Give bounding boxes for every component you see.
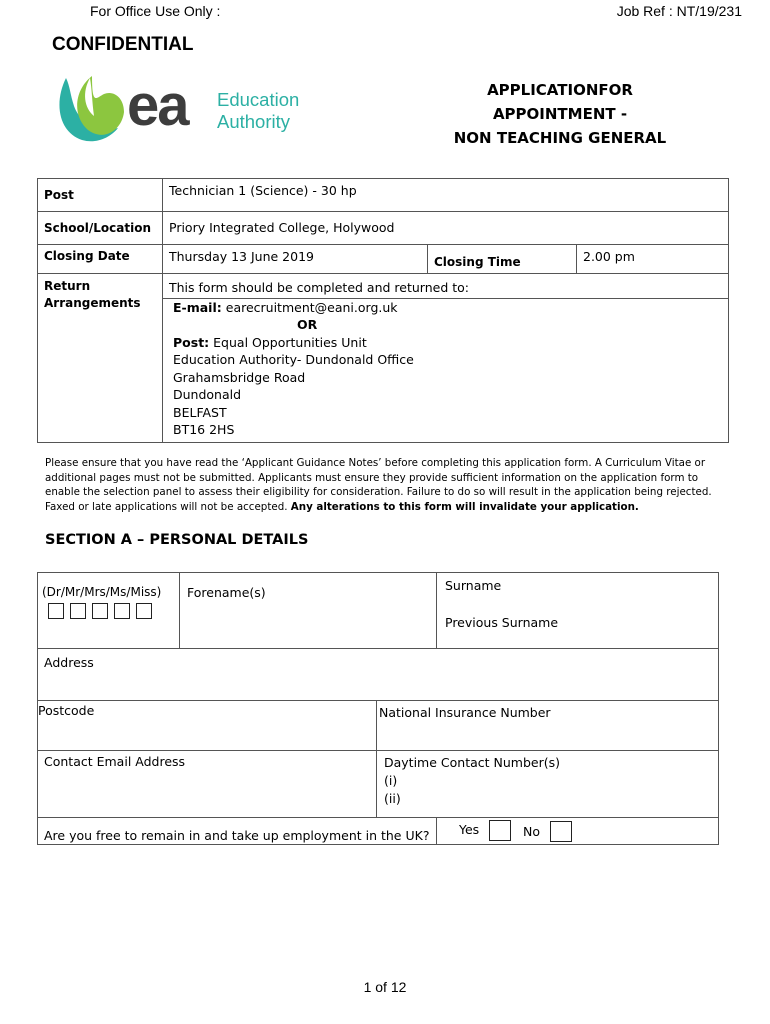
post-value: Technician 1 (Science) - 30 hp: [163, 179, 729, 212]
or-separator: OR: [297, 317, 318, 332]
office-use-label: For Office Use Only :: [90, 3, 221, 19]
phone-number-ii-label: (ii): [384, 791, 401, 806]
section-a-heading: SECTION A – PERSONAL DETAILS: [45, 532, 309, 548]
yes-label: Yes: [459, 822, 480, 837]
no-label: No: [523, 824, 540, 839]
title-dr-checkbox[interactable]: [48, 603, 64, 619]
logo-line-education: Education: [217, 89, 300, 110]
uk-yes-checkbox[interactable]: [489, 820, 511, 841]
return-post-line: [173, 335, 722, 353]
guidance-text: Please ensure that you have read the ‘Applicant Guidance Notes’ before completing this application form. A Curriculum Vitae or additional pages must not be submitted. Applicants must ensure they provide sufficient information on the application form to enable the selection panel to assess their eligibility for consideration. Failure to do so will result in the application being rejected. Faxed or late applications will not be accepted.: [45, 457, 712, 513]
guidance-notes: [45, 456, 725, 514]
confidential-heading: CONFIDENTIAL: [52, 34, 194, 55]
title-options-label: (Dr/Mr/Mrs/Ms/Miss): [42, 585, 162, 599]
guidance-warning: Any alterations to this form will invalidate your application.: [290, 500, 639, 513]
title-line-2: APPOINTMENT -: [492, 105, 628, 123]
daytime-contact-field[interactable]: [376, 750, 719, 818]
logo-wordmark: [217, 89, 299, 133]
address-line-2: Education Authority- Dundonald Office: [173, 352, 414, 367]
return-email-line: [173, 300, 722, 318]
previous-surname-label: Previous Surname: [445, 615, 559, 630]
closing-time-value: 2.00 pm: [577, 245, 729, 274]
address-line-1: Equal Opportunities Unit: [213, 334, 367, 350]
closing-time-label: Closing Time: [428, 245, 577, 274]
daytime-contact-label: Daytime Contact Number(s): [384, 755, 560, 770]
logo-line-authority: Authority: [217, 111, 291, 132]
return-address-block: [163, 298, 728, 440]
uk-no-checkbox[interactable]: [550, 821, 572, 842]
title-ms-checkbox[interactable]: [114, 603, 130, 619]
title-line-3: NON TEACHING GENERAL: [453, 129, 667, 147]
uk-employment-answer-cell: [436, 817, 719, 845]
email-value[interactable]: earecruitment@eani.org.uk: [225, 299, 398, 315]
contact-email-field[interactable]: [37, 750, 377, 818]
national-insurance-label: National Insurance Number: [379, 705, 551, 720]
forename-field[interactable]: [179, 572, 437, 649]
address-line-6: BT16 2HS: [173, 422, 235, 437]
surname-label: Surname: [445, 578, 502, 593]
title-mrs-checkbox[interactable]: [92, 603, 108, 619]
title-field: [37, 572, 180, 649]
national-insurance-field[interactable]: [376, 700, 719, 751]
return-arrangements-value: [163, 274, 729, 443]
phone-number-i-label: (i): [384, 773, 398, 788]
return-label-line-2: Arrangements: [44, 296, 141, 310]
post-method-label: Post:: [173, 334, 210, 350]
return-arrangements-label: [38, 274, 163, 443]
uk-employment-question-cell: [37, 817, 437, 845]
address-line-3: Grahamsbridge Road: [173, 369, 306, 385]
forename-label: Forename(s): [187, 585, 266, 600]
surname-field[interactable]: [436, 572, 719, 649]
title-mr-checkbox[interactable]: [70, 603, 86, 619]
address-field[interactable]: [37, 648, 719, 701]
daytime-contact-block: [384, 754, 560, 808]
post-info-table: [37, 178, 729, 443]
return-intro: This form should be completed and returned to:: [169, 280, 469, 295]
address-label: Address: [44, 655, 94, 670]
contact-email-label: Contact Email Address: [44, 754, 186, 769]
logo-mark-text: ea: [127, 73, 188, 138]
email-label: E-mail:: [173, 299, 222, 315]
title-line-1: APPLICATIONFOR: [487, 81, 633, 99]
uk-employment-question: Are you free to remain in and take up employment in the UK?: [44, 828, 430, 843]
title-miss-checkbox[interactable]: [136, 603, 152, 619]
job-reference: Job Ref : NT/19/231: [616, 3, 742, 19]
application-title: [440, 78, 680, 150]
address-line-4: Dundonald: [173, 387, 242, 402]
closing-date-value: Thursday 13 June 2019: [163, 245, 428, 274]
page-number: 1 of 12: [363, 979, 407, 995]
closing-date-label: Closing Date: [38, 245, 163, 274]
location-label: School/Location: [38, 212, 163, 245]
location-value: Priory Integrated College, Holywood: [163, 212, 729, 245]
return-label-line-1: Return: [44, 279, 91, 293]
postcode-label: Postcode: [38, 703, 95, 718]
post-label: Post: [38, 179, 163, 212]
address-line-5: BELFAST: [173, 404, 227, 420]
title-checkboxes: [48, 600, 158, 619]
postcode-field[interactable]: [37, 700, 377, 751]
